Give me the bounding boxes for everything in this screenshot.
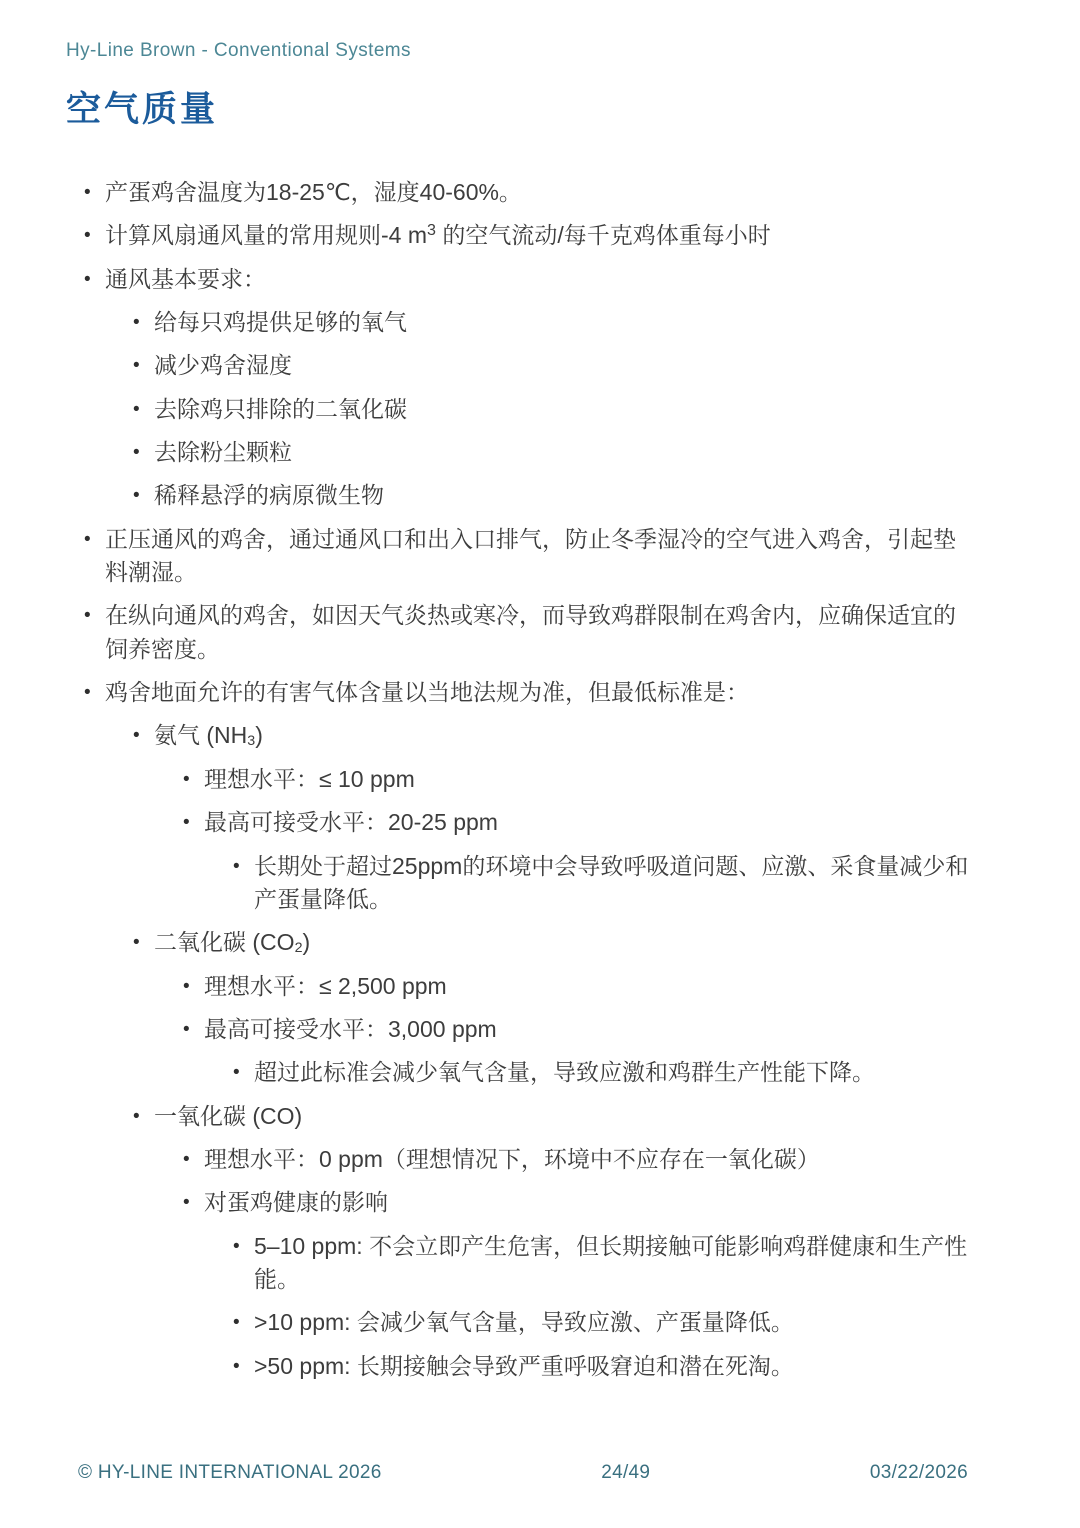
list-item <box>66 970 970 1003</box>
list-item <box>66 806 970 839</box>
footer-copyright: © HY-LINE INTERNATIONAL 2026 <box>78 1462 382 1483</box>
text-run: 最高可接受水平：20-25 ppm <box>204 809 498 836</box>
text-run: 最高可接受水平：3,000 ppm <box>204 1015 497 1042</box>
bullet-icon: • <box>183 1192 190 1214</box>
bullet-icon: • <box>133 725 140 747</box>
list-item <box>66 306 970 339</box>
list-item <box>66 676 970 709</box>
list-item <box>66 1350 970 1383</box>
bullet-icon: • <box>183 812 190 834</box>
bullet-icon: • <box>133 442 140 464</box>
text-run: ) <box>302 929 311 956</box>
text-run: >10 ppm: 会减少氧气含量，导致应激、产蛋量降低。 <box>254 1309 794 1336</box>
bullet-icon: • <box>233 1355 240 1377</box>
text-run: 给每只鸡提供足够的氧气 <box>154 309 407 336</box>
list-item <box>66 479 970 512</box>
list-item-text <box>105 523 970 590</box>
list-item <box>66 219 970 252</box>
text-run: 超过此标准会减少氧气含量，导致应激和鸡群生产性能下降。 <box>254 1059 875 1086</box>
text-run: 减少鸡舍湿度 <box>154 352 292 379</box>
list-item <box>66 263 970 296</box>
text-run: 理想水平：≤ 2,500 ppm <box>204 972 447 999</box>
list-item-text <box>254 1306 970 1339</box>
text-run: 的空气流动/每千克鸡体重每小时 <box>435 222 771 249</box>
list-item <box>66 176 970 209</box>
text-run: 长期处于超过25ppm的环境中会导致呼吸道问题、应激、采食量减少和产蛋量降低。 <box>254 852 969 912</box>
bullet-icon: • <box>233 1312 240 1334</box>
text-run: 氨气 (NH <box>154 722 248 749</box>
bullet-icon: • <box>133 398 140 420</box>
sub-text: 2 <box>294 939 303 956</box>
list-item-text <box>154 719 970 752</box>
bullet-icon: • <box>183 1018 190 1040</box>
bullet-icon: • <box>133 932 140 954</box>
list-item <box>66 719 970 752</box>
list-item-text <box>105 599 970 666</box>
list-item <box>66 436 970 469</box>
bullet-icon: • <box>233 1235 240 1257</box>
text-run: 去除粉尘颗粒 <box>154 439 292 466</box>
bullet-icon: • <box>233 855 240 877</box>
list-item <box>66 1186 970 1219</box>
bullet-icon: • <box>133 355 140 377</box>
text-run: 正压通风的鸡舍，通过通风口和出入口排气，防止冬季湿冷的空气进入鸡舍，引起垫料潮湿。 <box>105 525 956 586</box>
text-run: 计算风扇通风量的常用规则-4 m <box>105 222 427 249</box>
page-title: 空气质量 <box>66 90 219 129</box>
text-run: 对蛋鸡健康的影响 <box>204 1189 388 1216</box>
document-header: Hy-Line Brown - Conventional Systems <box>66 40 411 61</box>
list-item <box>66 1056 970 1089</box>
bullet-icon: • <box>183 1148 190 1170</box>
bullet-icon: • <box>183 975 190 997</box>
text-run: 去除鸡只排除的二氧化碳 <box>154 395 407 422</box>
list-item <box>66 1100 970 1133</box>
list-item <box>66 926 970 959</box>
text-run: 鸡舍地面允许的有害气体含量以当地法规为准，但最低标准是： <box>105 679 749 706</box>
list-item <box>66 850 970 917</box>
list-item <box>66 393 970 426</box>
text-run: >50 ppm: 长期接触会导致严重呼吸窘迫和潜在死淘。 <box>254 1352 794 1379</box>
bullet-icon: • <box>84 268 91 290</box>
bullet-icon: • <box>233 1062 240 1084</box>
text-run: 通风基本要求： <box>105 265 266 292</box>
bullet-icon: • <box>133 312 140 334</box>
list-item <box>66 599 970 666</box>
text-run: 一氧化碳 (CO) <box>154 1102 303 1129</box>
sup-text: 3 <box>427 220 436 239</box>
sub-text: 3 <box>247 733 256 750</box>
list-item-text <box>254 1350 970 1383</box>
page-footer <box>78 1462 968 1484</box>
list-item-text <box>204 970 970 1003</box>
bullet-icon: • <box>183 768 190 790</box>
text-run: 产蛋鸡舍温度为18-25℃，湿度40-60%。 <box>105 179 522 205</box>
list-item-text <box>105 176 970 209</box>
text-run: ) <box>255 722 263 749</box>
list-item <box>66 1306 970 1339</box>
list-item-text <box>204 763 970 796</box>
list-item-text <box>154 926 970 959</box>
bullet-icon: • <box>84 182 91 203</box>
list-item-text <box>204 1013 970 1046</box>
list-item-text <box>154 306 970 339</box>
list-item-text <box>154 436 970 469</box>
list-item-text <box>105 219 970 252</box>
list-item-text <box>154 479 970 512</box>
list-item <box>66 349 970 382</box>
text-run: 稀释悬浮的病原微生物 <box>154 482 384 509</box>
list-item-text <box>154 393 970 426</box>
text-run: 5–10 ppm: 不会立即产生危害，但长期接触可能影响鸡群健康和生产性能。 <box>254 1232 968 1292</box>
list-item-text <box>105 676 970 709</box>
list-item <box>66 763 970 796</box>
list-item-text <box>254 1056 970 1089</box>
list-item <box>66 523 970 590</box>
bullet-icon: • <box>84 225 91 247</box>
list-item-text <box>154 349 970 382</box>
text-run: 理想水平：0 ppm（理想情况下，环境中不应存在一氧化碳） <box>204 1145 820 1172</box>
bullet-list <box>66 176 970 1383</box>
list-item <box>66 1230 970 1297</box>
list-item-text <box>204 806 970 839</box>
bullet-icon: • <box>133 485 140 507</box>
bullet-icon: • <box>84 528 91 550</box>
list-item <box>66 1143 970 1176</box>
bullet-icon: • <box>133 1105 140 1127</box>
text-run: 二氧化碳 (CO <box>154 929 295 956</box>
footer-date: 03/22/2026 <box>869 1462 968 1483</box>
text-run: 理想水平：≤ 10 ppm <box>204 765 415 792</box>
list-item-text <box>254 850 970 917</box>
text-run: 在纵向通风的鸡舍，如因天气炎热或寒冷，而导致鸡群限制在鸡舍内，应确保适宜的饲养密度。 <box>105 602 956 662</box>
bullet-icon: • <box>84 682 91 704</box>
list-item-text <box>154 1100 970 1133</box>
list-item-text <box>204 1186 970 1219</box>
list-item-text <box>105 263 970 296</box>
list-item <box>66 1013 970 1046</box>
bullet-icon: • <box>84 605 91 627</box>
footer-page-number: 24/49 <box>601 1462 651 1483</box>
list-item-text <box>204 1143 970 1176</box>
list-item-text <box>254 1230 970 1297</box>
